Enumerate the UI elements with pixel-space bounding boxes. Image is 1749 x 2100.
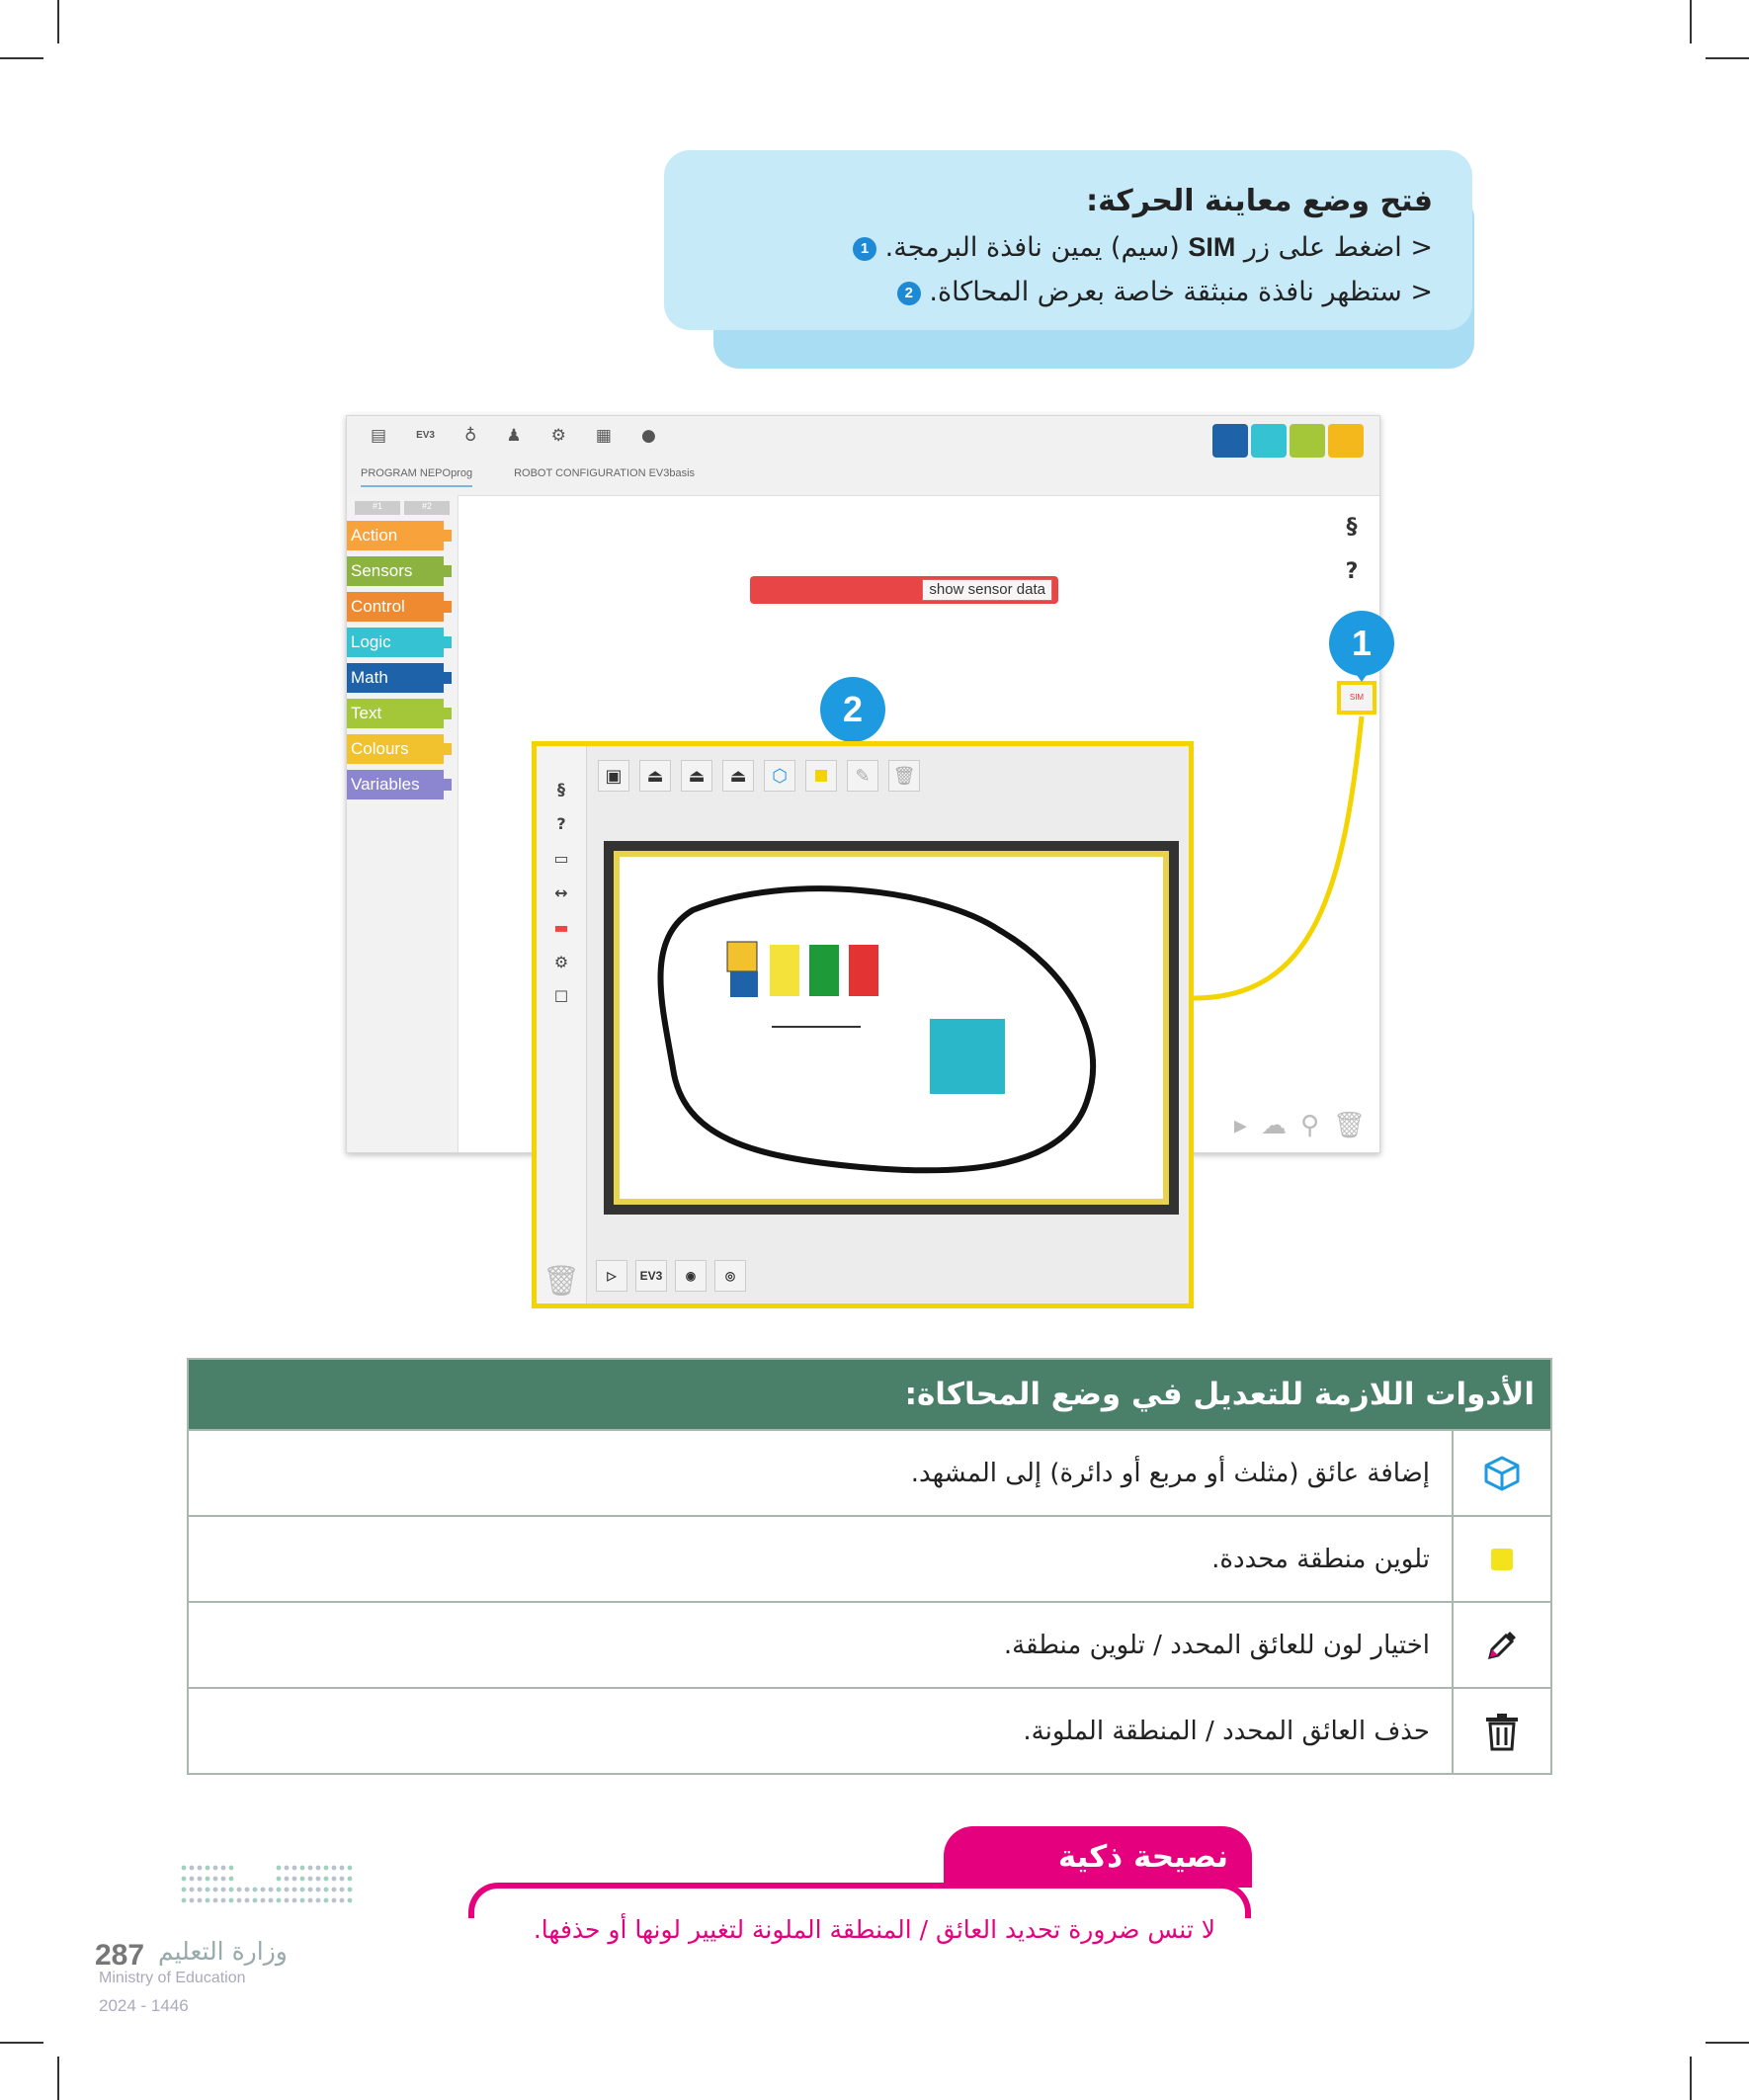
help-icon[interactable]: ?	[556, 814, 566, 833]
expand-icon[interactable]: ↔	[554, 883, 568, 902]
category-logic[interactable]: Logic	[347, 628, 444, 657]
palette-tab-2[interactable]: #2	[404, 501, 450, 515]
ministry-name-arabic: وزارة التعليم	[158, 1937, 288, 1966]
robot-alt-icon[interactable]: ⏏	[681, 760, 712, 792]
sim-bottom-controls	[596, 1260, 746, 1292]
block-palette	[347, 495, 458, 1152]
palette-tab-1[interactable]: #1	[355, 501, 400, 515]
help-icon[interactable]: ?	[1345, 559, 1359, 584]
color-area-icon[interactable]	[805, 760, 837, 792]
color-picker-icon	[1452, 1603, 1550, 1687]
callout-1: 1	[1329, 611, 1394, 676]
start-block[interactable]	[750, 576, 1058, 604]
tab-robot-configuration[interactable]: ROBOT CONFIGURATION EV3basis	[514, 467, 696, 479]
ministry-name-english: Ministry of Education	[99, 1970, 246, 1986]
gear-icon[interactable]: ⚙	[550, 426, 566, 446]
table-header: الأدوات اللازمة للتعديل في وضع المحاكاة:	[189, 1360, 1550, 1429]
color-picker-icon[interactable]: ✎	[847, 760, 878, 792]
trash-icon[interactable]: 🗑	[542, 1264, 581, 1299]
file-icon[interactable]: ▤	[371, 426, 387, 446]
sim-button[interactable]: SIM	[1337, 681, 1376, 714]
grid-icon[interactable]: ▦	[595, 426, 612, 446]
chat-icon[interactable]: ☐	[553, 987, 569, 1006]
location-icon[interactable]: ◎	[714, 1260, 746, 1292]
tip-text: لا تنس ضرورة تحديد العائق / المنطقة الملونة لتغيير لونها أو حذفها.	[533, 1915, 1215, 1944]
step-number-badge: 1	[853, 237, 876, 261]
robot-icon[interactable]: ⏏	[639, 760, 671, 792]
category-variables[interactable]: Variables	[347, 770, 444, 799]
image-icon[interactable]: ▣	[598, 760, 629, 792]
simulation-field[interactable]	[604, 841, 1179, 1215]
simulation-popup	[532, 741, 1194, 1308]
page-number: 287	[95, 1939, 145, 1972]
zoom-icon[interactable]: ⚲	[1299, 1111, 1319, 1140]
play-icon[interactable]: ▸	[1233, 1111, 1247, 1140]
instruction-title: فتح وضع معاينة الحركة:	[1086, 184, 1433, 218]
track-drawing	[614, 851, 1169, 1205]
trash-icon	[1452, 1689, 1550, 1773]
app-toolbar	[347, 416, 1379, 496]
callout-2: 2	[820, 677, 885, 742]
trash-icon[interactable]: 🗑	[888, 760, 920, 792]
instruction-box	[664, 150, 1472, 330]
robot-reset-icon[interactable]: ⏏	[722, 760, 754, 792]
category-action[interactable]: Action	[347, 521, 444, 550]
category-control[interactable]: Control	[347, 592, 444, 622]
year-label: 2024 - 1446	[99, 1996, 189, 2015]
upload-icon[interactable]: ☁	[1260, 1111, 1287, 1140]
tip-frame	[468, 1883, 1251, 1918]
trash-icon[interactable]: 🗑	[1332, 1111, 1366, 1140]
right-side-toolbar	[1338, 515, 1366, 584]
obstacle-cube-icon[interactable]: ⬡	[764, 760, 795, 792]
color-area-icon	[1452, 1517, 1550, 1601]
instruction-step-1: < اضغط على زر SIM (سيم) يمين نافذة البرمجة. 1	[694, 232, 1433, 263]
nepo-logo	[1212, 424, 1364, 458]
code-icon[interactable]: §	[1346, 515, 1358, 540]
table-row: تلوين منطقة محددة.	[189, 1515, 1550, 1601]
ev3-icon[interactable]: EV3	[635, 1260, 667, 1292]
category-colours[interactable]: Colours	[347, 734, 444, 764]
table-row: اختيار لون للعائق المحدد / تلوين منطقة.	[189, 1601, 1550, 1687]
sound-icon[interactable]: ◉	[675, 1260, 707, 1292]
settings-icon[interactable]: ⚙	[553, 953, 569, 971]
bulb-icon[interactable]: ♁	[463, 426, 477, 446]
tip-title: نصيحة ذكية	[944, 1826, 1252, 1888]
sim-icon[interactable]: ▬	[553, 918, 569, 937]
tab-program[interactable]: PROGRAM NEPOprog	[361, 467, 472, 487]
table-row: حذف العائق المحدد / المنطقة الملونة.	[189, 1687, 1550, 1773]
category-sensors[interactable]: Sensors	[347, 556, 444, 586]
globe-icon[interactable]: ●	[640, 426, 656, 446]
sim-side-toolbar	[537, 746, 587, 1303]
tools-table	[187, 1358, 1552, 1775]
ministry-logo-dots	[180, 1862, 354, 1909]
sensor-data-checkbox-label[interactable]: show sensor data	[922, 579, 1052, 601]
sim-toolbar	[598, 760, 920, 792]
ev3-icon[interactable]: EV3	[416, 430, 435, 441]
code-icon[interactable]: §	[557, 780, 565, 798]
canvas-bottom-controls	[1234, 1111, 1366, 1140]
terminal-icon[interactable]: ▭	[553, 849, 569, 868]
play-icon[interactable]: ▷	[596, 1260, 627, 1292]
obstacle-cube-icon	[1452, 1431, 1550, 1515]
table-row: إضافة عائق (مثلث أو مربع أو دائرة) إلى المشهد.	[189, 1429, 1550, 1515]
instruction-step-2: < ستظهر نافذة منبثقة خاصة بعرض المحاكاة. 2	[694, 277, 1433, 307]
user-icon[interactable]: ♟	[506, 426, 522, 446]
category-math[interactable]: Math	[347, 663, 444, 693]
category-text[interactable]: Text	[347, 699, 444, 728]
step-number-badge: 2	[897, 282, 921, 305]
